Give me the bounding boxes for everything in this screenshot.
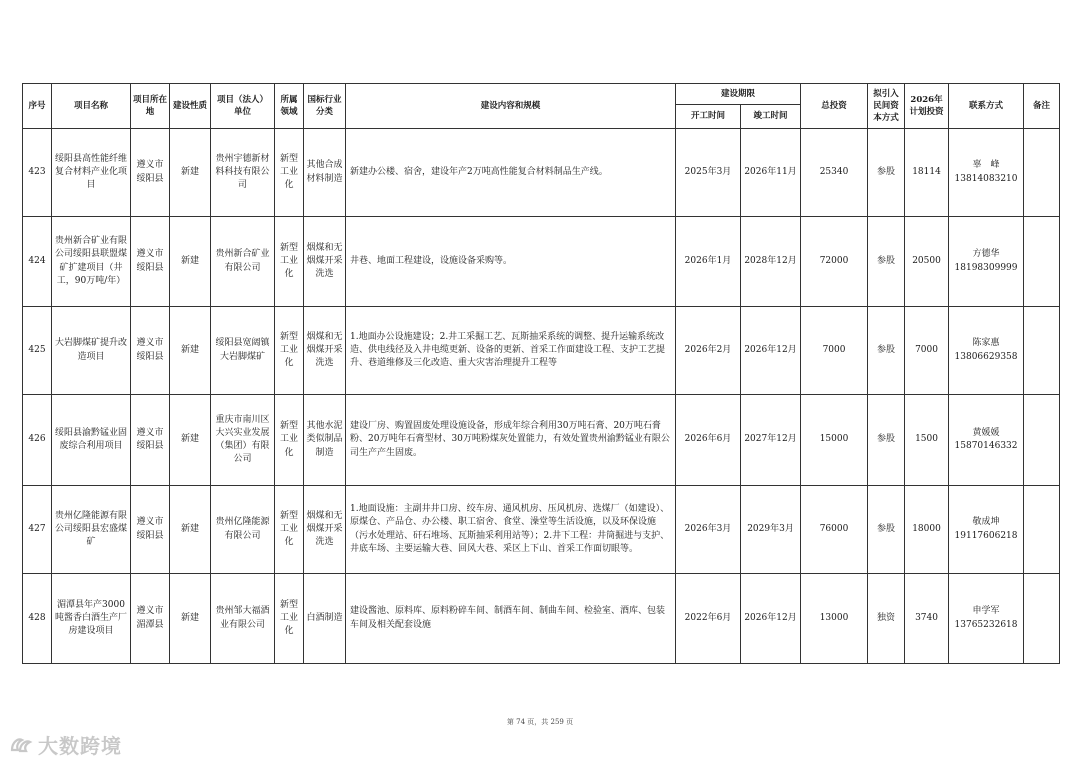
cell-name: 绥阳县渝黔锰业固废综合利用项目 [52,395,131,486]
cell-industry: 烟煤和无烟煤开采洗选 [304,217,346,307]
cell-content: 建设酱池、原料库、原料粉碎车间、制酒车间、制曲车间、检验室、酒库、包装车间及相关配套设施 [346,574,676,664]
cell-contact [949,574,1024,664]
col-plan: 2026年计划投资 [905,84,949,129]
contact-phone: 15870146332 [954,441,1018,451]
cell-owner: 贵州亿隆能源有限公司 [211,486,275,574]
cell-seq: 426 [23,395,52,486]
col-mode: 拟引入民间资本方式 [868,84,905,129]
cell-industry: 其他合成材料制造 [304,129,346,217]
cell-domain: 新型工业化 [275,574,304,664]
cell-nature: 新建 [170,574,211,664]
col-location: 项目所在地 [131,84,170,129]
cell-domain: 新型工业化 [275,307,304,395]
cell-invest: 15000 [801,395,868,486]
cell-end: 2028年12月 [741,217,801,307]
contact-phone: 18198309999 [954,262,1018,273]
cell-industry: 烟煤和无烟煤开采洗选 [304,307,346,395]
contact-name: 敬成坤 [972,517,1000,528]
cell-owner: 重庆市南川区大兴实业发展（集团）有限公司 [211,395,275,486]
cell-seq: 424 [23,217,52,307]
cell-content: 井巷、地面工程建设，设施设备采购等。 [346,217,676,307]
cell-plan: 3740 [905,574,949,664]
header-row [23,84,1060,105]
cell-location: 遵义市绥阳县 [131,395,170,486]
cell-owner: 贵州邹大福酒业有限公司 [211,574,275,664]
cell-contact [949,307,1024,395]
cell-seq: 425 [23,307,52,395]
cell-seq: 427 [23,486,52,574]
cell-mode: 参股 [868,395,905,486]
cell-start: 2026年2月 [676,307,741,395]
col-seq: 序号 [23,84,52,129]
cell-content: 1.地面设施：主副井井口房、绞车房、通风机房、压风机房、选煤厂（如建设）、原煤仓、产品仓、办公楼、职工宿舍、食堂、澡堂等生活设施，以及环保设施（污水处理站、矸石堆场、瓦斯抽采利用站等）；2.井下工程：井筒掘进与支护、井底车场、主要运输大巷、回风大巷、采区上下山、首采工作面切眼等。 [346,486,676,574]
contact-name: 申学军 [972,606,1000,617]
contact-phone: 13806629358 [954,351,1018,362]
cell-name: 贵州新合矿业有限公司绥阳县联盟煤矿扩建项目（井工，90万吨/年） [52,217,131,307]
cell-name: 绥阳县高性能纤维复合材料产业化项目 [52,129,131,217]
cell-start: 2026年6月 [676,395,741,486]
contact-name: 方德华 [972,249,1000,260]
cell-end: 2029年3月 [741,486,801,574]
cell-location: 遵义市湄潭县 [131,574,170,664]
cell-nature: 新建 [170,307,211,395]
cell-industry: 烟煤和无烟煤开采洗选 [304,486,346,574]
cell-plan: 18114 [905,129,949,217]
contact-phone: 13765232618 [954,619,1018,630]
cell-mode: 参股 [868,217,905,307]
cell-content: 建设厂房、购置固废处理设施设备，形成年综合利用30万吨石膏、20万吨石膏粉、20万吨年石膏型材、30万吨粉煤灰处置能力，有效处置贵州渝黔锰业有限公司生产产生固废。 [346,395,676,486]
cell-content: 新建办公楼、宿舍，建设年产2万吨高性能复合材料制品生产线。 [346,129,676,217]
cell-contact [949,486,1024,574]
cell-nature: 新建 [170,486,211,574]
cell-domain: 新型工业化 [275,486,304,574]
cell-owner: 贵州宇德新材料科技有限公司 [211,129,275,217]
cell-mode: 参股 [868,307,905,395]
col-contact: 联系方式 [949,84,1024,129]
cell-invest: 25340 [801,129,868,217]
table-row [23,395,1060,486]
contact-phone: 13814083210 [954,173,1018,184]
cell-seq: 428 [23,574,52,664]
page-number: 第 74 页，共 259 页 [506,718,574,726]
cell-name: 大岩脚煤矿提升改造项目 [52,307,131,395]
cell-owner: 贵州新合矿业有限公司 [211,217,275,307]
col-period: 建设期限 [676,84,801,105]
cell-remark [1024,574,1060,664]
cell-name: 贵州亿隆能源有限公司绥阳县宏盛煤矿 [52,486,131,574]
cell-nature: 新建 [170,129,211,217]
table-row [23,574,1060,664]
cell-mode: 独资 [868,574,905,664]
cell-location: 遵义市绥阳县 [131,129,170,217]
col-remark: 备注 [1024,84,1060,129]
contact-phone: 19117606218 [954,530,1018,541]
cell-mode: 参股 [868,129,905,217]
cell-end: 2027年12月 [741,395,801,486]
contact-name: 陈家惠 [972,338,1000,349]
cell-start: 2026年3月 [676,486,741,574]
cell-start: 2026年1月 [676,217,741,307]
cell-content: 1.地面办公设施建设；2.井工采掘工艺、瓦斯抽采系统的调整、提升运输系统改造、供电线径及入井电缆更新、设备的更新、首采工作面建设工程、支护工艺提升、巷道维修及三化改造、重大灾害治理提升工程等 [346,307,676,395]
cell-plan: 7000 [905,307,949,395]
cell-industry: 其他水泥类似制品制造 [304,395,346,486]
cell-remark [1024,217,1060,307]
cell-start: 2025年3月 [676,129,741,217]
cell-name: 湄潭县年产3000吨酱香白酒生产厂房建设项目 [52,574,131,664]
cell-domain: 新型工业化 [275,129,304,217]
cell-plan: 1500 [905,395,949,486]
cell-industry: 白酒制造 [304,574,346,664]
table-row [23,486,1060,574]
col-industry: 国标行业分类 [304,84,346,129]
cell-seq: 423 [23,129,52,217]
cell-invest: 7000 [801,307,868,395]
cell-end: 2026年11月 [741,129,801,217]
cell-contact [949,395,1024,486]
cell-owner: 绥阳县宽阔镇大岩脚煤矿 [211,307,275,395]
table-row [23,307,1060,395]
table-row [23,129,1060,217]
cell-invest: 13000 [801,574,868,664]
watermark-text: 大数跨境 [38,734,122,758]
cell-remark [1024,395,1060,486]
contact-name: 黄媛媛 [972,427,1000,438]
cell-contact [949,129,1024,217]
cell-nature: 新建 [170,217,211,307]
col-name: 项目名称 [52,84,131,129]
col-domain: 所属领域 [275,84,304,129]
table-row [23,217,1060,307]
cell-location: 遵义市绥阳县 [131,217,170,307]
project-table [22,83,1060,664]
cell-mode: 参股 [868,486,905,574]
col-end: 竣工时间 [741,105,801,129]
brand-logo-icon [8,734,34,756]
cell-domain: 新型工业化 [275,217,304,307]
col-invest: 总投资 [801,84,868,129]
col-start: 开工时间 [676,105,741,129]
cell-remark [1024,486,1060,574]
col-nature: 建设性质 [170,84,211,129]
contact-name: 辜 峰 [972,160,1000,171]
cell-remark [1024,307,1060,395]
cell-plan: 20500 [905,217,949,307]
col-owner: 项目（法人）单位 [211,84,275,129]
cell-remark [1024,129,1060,217]
cell-end: 2026年12月 [741,307,801,395]
cell-nature: 新建 [170,395,211,486]
col-content: 建设内容和规模 [346,84,676,129]
cell-domain: 新型工业化 [275,395,304,486]
cell-contact [949,217,1024,307]
cell-plan: 18000 [905,486,949,574]
cell-location: 遵义市绥阳县 [131,307,170,395]
watermark [8,730,122,759]
cell-location: 遵义市绥阳县 [131,486,170,574]
cell-end: 2026年12月 [741,574,801,664]
cell-invest: 72000 [801,217,868,307]
cell-invest: 76000 [801,486,868,574]
cell-start: 2022年6月 [676,574,741,664]
